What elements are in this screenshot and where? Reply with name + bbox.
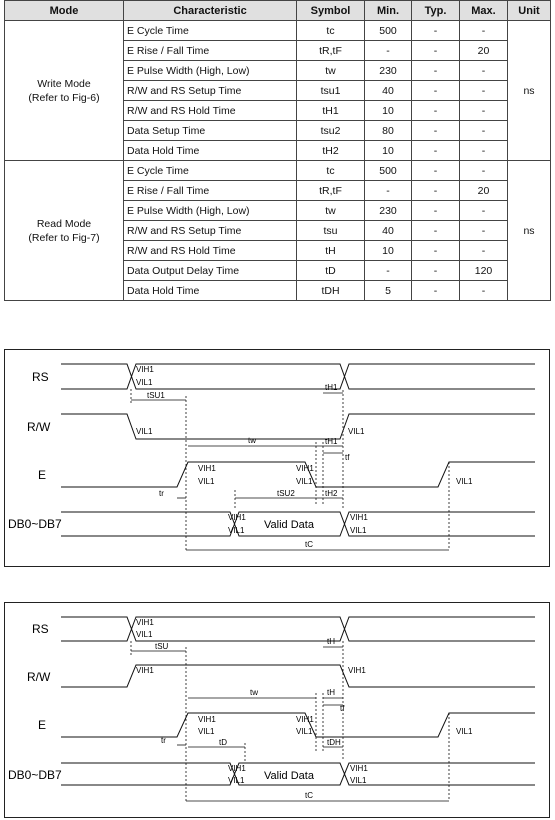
read-th-label-2: tH — [327, 688, 335, 697]
write-vil1-e3: VIL1 — [456, 477, 473, 486]
max-cell: - — [460, 121, 508, 141]
write-vih1-db: VIH1 — [228, 513, 246, 522]
symbol-cell: tw — [297, 201, 365, 221]
write-signal-db: DB0~DB7 — [8, 517, 62, 531]
write-vil1-rw: VIL1 — [136, 427, 153, 436]
characteristic-cell: R/W and RS Setup Time — [124, 81, 297, 101]
header-mode: Mode — [5, 1, 124, 21]
mode-reference: (Refer to Fig-7) — [28, 231, 100, 244]
read-vih1-rw: VIH1 — [136, 666, 154, 675]
typ-cell: - — [412, 241, 460, 261]
typ-cell: - — [412, 141, 460, 161]
max-cell: - — [460, 221, 508, 241]
mode-cell — [5, 161, 124, 301]
symbol-cell: tD — [297, 261, 365, 281]
symbol-cell: tsu — [297, 221, 365, 241]
symbol-cell: tsu1 — [297, 81, 365, 101]
typ-cell: - — [412, 181, 460, 201]
typ-cell: - — [412, 161, 460, 181]
read-valid-data: Valid Data — [264, 770, 314, 782]
write-signal-e: E — [38, 468, 47, 482]
mode-name: Read Mode — [36, 217, 92, 230]
max-cell: - — [460, 281, 508, 301]
read-signal-rw: R/W — [27, 670, 51, 684]
read-td-label: tD — [219, 738, 227, 747]
max-cell: 120 — [460, 261, 508, 281]
typ-cell: - — [412, 21, 460, 41]
max-cell: - — [460, 81, 508, 101]
typ-cell: - — [412, 61, 460, 81]
mode-name: Write Mode — [37, 77, 91, 90]
characteristic-cell: E Rise / Fall Time — [124, 181, 297, 201]
write-vih1-e2: VIH1 — [296, 464, 314, 473]
unit-cell: ns — [508, 21, 551, 161]
min-cell: 40 — [365, 81, 412, 101]
min-cell: 40 — [365, 221, 412, 241]
write-vil1-rs: VIL1 — [136, 378, 153, 387]
read-tdh-label: tDH — [327, 738, 341, 747]
min-cell: 80 — [365, 121, 412, 141]
characteristic-cell: R/W and RS Hold Time — [124, 241, 297, 261]
characteristic-cell: E Cycle Time — [124, 161, 297, 181]
read-th-label: tH — [327, 637, 335, 646]
min-cell: 500 — [365, 161, 412, 181]
typ-cell: - — [412, 201, 460, 221]
min-cell: 230 — [365, 61, 412, 81]
max-cell: 20 — [460, 41, 508, 61]
read-vil1-e: VIL1 — [198, 727, 215, 736]
header-symbol: Symbol — [297, 1, 365, 21]
min-cell: - — [365, 41, 412, 61]
min-cell: - — [365, 181, 412, 201]
symbol-cell: tR,tF — [297, 41, 365, 61]
header-characteristic: Characteristic — [124, 1, 297, 21]
characteristic-cell: R/W and RS Setup Time — [124, 221, 297, 241]
typ-cell: - — [412, 281, 460, 301]
read-tc-label: tC — [305, 791, 313, 800]
write-vil1-db2: VIL1 — [350, 526, 367, 535]
max-cell: - — [460, 161, 508, 181]
read-vih1-db2: VIH1 — [350, 764, 368, 773]
typ-cell: - — [412, 81, 460, 101]
read-vih1-db: VIH1 — [228, 764, 246, 773]
read-tf-label: tf — [340, 704, 345, 713]
read-vil1-db: VIL1 — [228, 776, 245, 785]
write-tc-label: tC — [305, 540, 313, 549]
characteristic-cell: E Pulse Width (High, Low) — [124, 61, 297, 81]
symbol-cell: tsu2 — [297, 121, 365, 141]
min-cell: 10 — [365, 101, 412, 121]
write-vil1-e2: VIL1 — [296, 477, 313, 486]
characteristic-cell: E Cycle Time — [124, 21, 297, 41]
read-vil1-e3: VIL1 — [456, 727, 473, 736]
max-cell: - — [460, 21, 508, 41]
read-vil1-rs: VIL1 — [136, 630, 153, 639]
mode-reference: (Refer to Fig-6) — [28, 91, 100, 104]
write-tr-label: tr — [159, 489, 164, 498]
write-vih1-e: VIH1 — [198, 464, 216, 473]
read-vih1-rs: VIH1 — [136, 618, 154, 627]
read-vih1-e: VIH1 — [198, 715, 216, 724]
symbol-cell: tw — [297, 61, 365, 81]
read-vih1-rw2: VIH1 — [348, 666, 366, 675]
characteristic-cell: Data Setup Time — [124, 121, 297, 141]
write-vih1-db2: VIH1 — [350, 513, 368, 522]
read-timing-diagram — [4, 602, 550, 818]
table-header-row — [5, 1, 551, 21]
read-tsu-label: tSU — [155, 642, 169, 651]
write-signal-rs: RS — [32, 370, 49, 384]
typ-cell: - — [412, 121, 460, 141]
characteristic-cell: Data Hold Time — [124, 281, 297, 301]
read-vil1-e2: VIL1 — [296, 727, 313, 736]
max-cell: - — [460, 101, 508, 121]
symbol-cell: tR,tF — [297, 181, 365, 201]
write-tsu1-label: tSU1 — [147, 391, 165, 400]
write-valid-data: Valid Data — [264, 519, 314, 531]
typ-cell: - — [412, 41, 460, 61]
min-cell: 5 — [365, 281, 412, 301]
read-tw-label: tw — [250, 688, 258, 697]
read-vih1-e2: VIH1 — [296, 715, 314, 724]
characteristic-cell: Data Hold Time — [124, 141, 297, 161]
min-cell: 230 — [365, 201, 412, 221]
header-typ: Typ. — [412, 1, 460, 21]
write-tsu2-label: tSU2 — [277, 489, 295, 498]
characteristic-cell: Data Output Delay Time — [124, 261, 297, 281]
symbol-cell: tH1 — [297, 101, 365, 121]
header-unit: Unit — [508, 1, 551, 21]
symbol-cell: tc — [297, 21, 365, 41]
symbol-cell: tH — [297, 241, 365, 261]
min-cell: 10 — [365, 241, 412, 261]
min-cell: - — [365, 261, 412, 281]
write-signal-rw: R/W — [27, 420, 51, 434]
unit-cell: ns — [508, 161, 551, 301]
write-vil1-rw2: VIL1 — [348, 427, 365, 436]
max-cell: - — [460, 201, 508, 221]
characteristic-cell: R/W and RS Hold Time — [124, 101, 297, 121]
header-min: Min. — [365, 1, 412, 21]
typ-cell: - — [412, 261, 460, 281]
header-max: Max. — [460, 1, 508, 21]
write-vil1-e: VIL1 — [198, 477, 215, 486]
write-vih1-rs: VIH1 — [136, 365, 154, 374]
read-tr-label: tr — [161, 736, 166, 745]
write-timing-diagram — [4, 349, 550, 567]
symbol-cell: tc — [297, 161, 365, 181]
symbol-cell: tDH — [297, 281, 365, 301]
read-signal-e: E — [38, 718, 47, 732]
max-cell: - — [460, 241, 508, 261]
read-vil1-db2: VIL1 — [350, 776, 367, 785]
timing-spec-table — [4, 0, 551, 301]
write-tw-label: tw — [248, 436, 256, 445]
write-vil1-db: VIL1 — [228, 526, 245, 535]
symbol-cell: tH2 — [297, 141, 365, 161]
write-th1-label: tH1 — [325, 383, 338, 392]
characteristic-cell: E Rise / Fall Time — [124, 41, 297, 61]
max-cell: - — [460, 141, 508, 161]
write-tf-label: tf — [345, 453, 350, 462]
typ-cell: - — [412, 221, 460, 241]
min-cell: 10 — [365, 141, 412, 161]
mode-cell — [5, 21, 124, 161]
read-signal-db: DB0~DB7 — [8, 768, 62, 782]
write-th1-label-2: tH1 — [325, 437, 338, 446]
min-cell: 500 — [365, 21, 412, 41]
characteristic-cell: E Pulse Width (High, Low) — [124, 201, 297, 221]
max-cell: 20 — [460, 181, 508, 201]
table-row — [5, 21, 551, 41]
write-th2-label: tH2 — [325, 489, 338, 498]
max-cell: - — [460, 61, 508, 81]
typ-cell: - — [412, 101, 460, 121]
table-row — [5, 161, 551, 181]
read-signal-rs: RS — [32, 622, 49, 636]
